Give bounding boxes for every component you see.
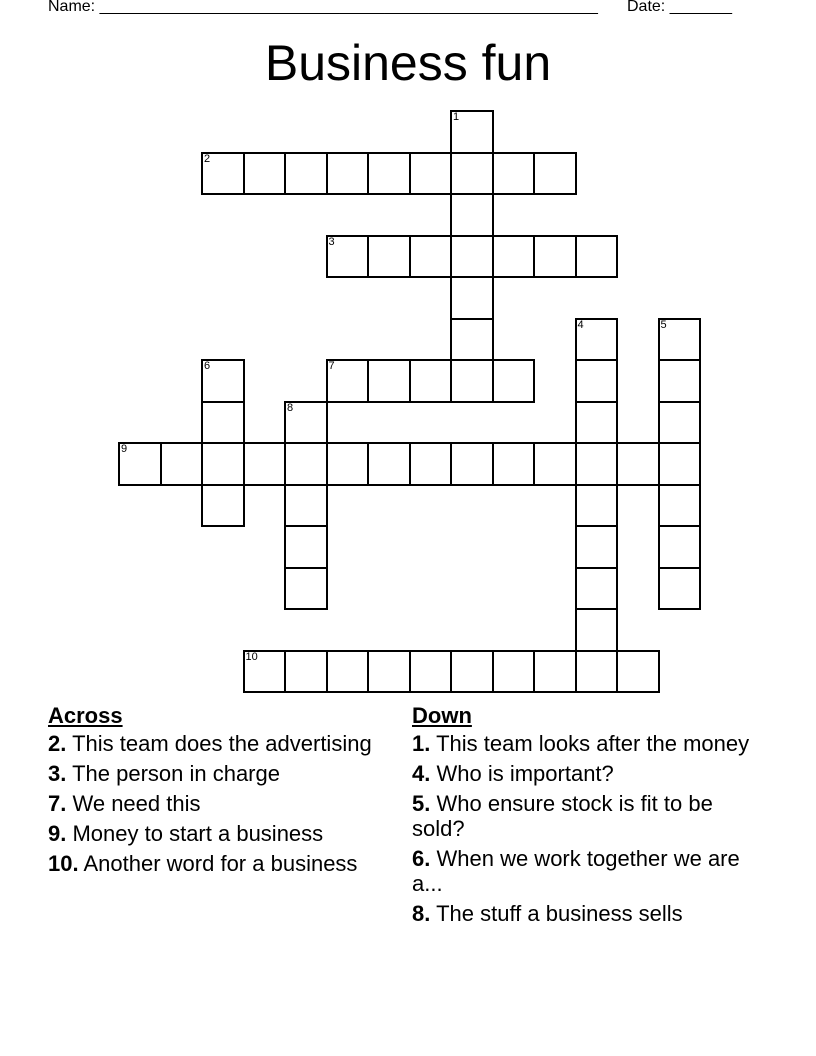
grid-cell[interactable] xyxy=(326,152,370,196)
cell-number: 1 xyxy=(453,111,460,123)
grid-cell[interactable] xyxy=(575,567,619,611)
clue-text: Another word for a business xyxy=(83,851,358,876)
grid-cell[interactable] xyxy=(367,442,411,486)
clue-number: 1. xyxy=(412,731,431,756)
clue-text: When we work together we are a... xyxy=(412,846,740,896)
cell-number: 8 xyxy=(287,401,294,414)
clue-text: Money to start a business xyxy=(72,821,324,846)
grid-cell[interactable] xyxy=(284,567,328,611)
grid-cell[interactable] xyxy=(367,650,411,694)
clue-across-10 xyxy=(48,851,383,876)
grid-cell[interactable] xyxy=(575,484,619,528)
across-clues xyxy=(48,703,383,881)
cell-number: 9 xyxy=(121,443,128,455)
grid-cell[interactable] xyxy=(201,401,245,445)
clue-number: 4. xyxy=(412,761,431,786)
grid-cell[interactable] xyxy=(575,401,619,445)
grid-cell[interactable] xyxy=(118,442,162,486)
across-heading: Across xyxy=(48,703,123,728)
clue-across-9 xyxy=(48,821,383,846)
grid-cell[interactable] xyxy=(533,152,577,196)
clue-number: 6. xyxy=(412,846,431,871)
grid-cell[interactable] xyxy=(243,650,287,694)
name-field-label: Name: ________________________________________________________ xyxy=(48,0,598,15)
grid-cell[interactable] xyxy=(326,359,370,403)
grid-cell[interactable] xyxy=(409,359,453,403)
grid-cell[interactable] xyxy=(533,442,577,486)
grid-cell[interactable] xyxy=(284,484,328,528)
clue-text: We need this xyxy=(72,791,201,816)
grid-cell[interactable] xyxy=(658,318,702,362)
grid-cell[interactable] xyxy=(658,484,702,528)
clue-number: 5. xyxy=(412,791,431,816)
clue-text: The stuff a business sells xyxy=(436,901,683,926)
clue-across-2 xyxy=(48,731,383,756)
grid-cell[interactable] xyxy=(201,359,245,403)
clue-number: 9. xyxy=(48,821,67,846)
clue-down-1 xyxy=(412,731,752,756)
cell-number: 3 xyxy=(328,235,335,248)
grid-cell[interactable] xyxy=(160,442,204,486)
clue-number: 3. xyxy=(48,761,67,786)
grid-cell[interactable] xyxy=(367,235,411,279)
grid-cell[interactable] xyxy=(658,442,702,486)
grid-cell[interactable] xyxy=(450,193,494,237)
grid-cell[interactable] xyxy=(409,152,453,196)
grid-cell[interactable] xyxy=(492,235,536,279)
grid-cell[interactable] xyxy=(575,235,619,279)
clue-text: Who ensure stock is fit to be sold? xyxy=(412,791,713,841)
grid-cell[interactable] xyxy=(450,442,494,486)
grid-cell[interactable] xyxy=(450,650,494,694)
grid-cell[interactable] xyxy=(284,525,328,569)
grid-cell[interactable] xyxy=(450,276,494,320)
cell-number: 10 xyxy=(245,650,258,663)
grid-cell[interactable] xyxy=(658,525,702,569)
grid-cell[interactable] xyxy=(575,608,619,652)
grid-cell[interactable] xyxy=(201,484,245,528)
grid-cell[interactable] xyxy=(533,235,577,279)
grid-cell[interactable] xyxy=(409,235,453,279)
grid-cell[interactable] xyxy=(284,442,328,486)
clue-number: 8. xyxy=(412,901,431,926)
grid-cell[interactable] xyxy=(658,567,702,611)
grid-cell[interactable] xyxy=(658,401,702,445)
grid-cell[interactable] xyxy=(492,152,536,196)
clue-down-5 xyxy=(412,791,752,841)
grid-cell[interactable] xyxy=(575,650,619,694)
grid-cell[interactable] xyxy=(575,359,619,403)
grid-cell[interactable] xyxy=(326,650,370,694)
grid-cell[interactable] xyxy=(450,318,494,362)
clue-number: 7. xyxy=(48,791,67,816)
grid-cell[interactable] xyxy=(450,359,494,403)
down-heading: Down xyxy=(412,703,472,728)
grid-cell[interactable] xyxy=(326,235,370,279)
grid-cell[interactable] xyxy=(243,152,287,196)
grid-cell[interactable] xyxy=(409,442,453,486)
cell-number: 4 xyxy=(577,318,584,331)
grid-cell[interactable] xyxy=(450,110,494,154)
grid-cell[interactable] xyxy=(367,152,411,196)
clue-text: Who is important? xyxy=(436,761,614,786)
grid-cell[interactable] xyxy=(243,442,287,486)
clue-across-3 xyxy=(48,761,383,786)
grid-cell[interactable] xyxy=(616,442,660,486)
clue-text: This team does the advertising xyxy=(72,731,372,756)
grid-cell[interactable] xyxy=(284,401,328,445)
grid-cell[interactable] xyxy=(284,650,328,694)
grid-cell[interactable] xyxy=(575,318,619,362)
grid-cell[interactable] xyxy=(492,359,536,403)
grid-cell[interactable] xyxy=(492,442,536,486)
clue-across-7 xyxy=(48,791,383,816)
clue-text: This team looks after the money xyxy=(436,731,750,756)
clue-number: 10. xyxy=(48,851,79,876)
cell-number: 2 xyxy=(204,152,211,165)
down-clues xyxy=(412,703,752,931)
date-field-label: Date: _______ xyxy=(627,0,732,15)
grid-cell[interactable] xyxy=(492,650,536,694)
clue-down-4 xyxy=(412,761,752,786)
grid-cell[interactable] xyxy=(533,650,577,694)
clue-number: 2. xyxy=(48,731,67,756)
clue-down-8 xyxy=(412,901,752,926)
grid-cell[interactable] xyxy=(409,650,453,694)
cell-number: 5 xyxy=(660,318,667,331)
grid-cell[interactable] xyxy=(616,650,660,694)
grid-cell[interactable] xyxy=(284,152,328,196)
cell-number: 6 xyxy=(204,360,211,372)
clue-text: The person in charge xyxy=(72,761,280,786)
cell-number: 7 xyxy=(328,360,335,372)
grid-cell[interactable] xyxy=(450,152,494,196)
grid-cell[interactable] xyxy=(575,442,619,486)
clue-down-6 xyxy=(412,846,752,896)
page-title: Business fun xyxy=(264,35,552,91)
grid-cell[interactable] xyxy=(658,359,702,403)
grid-cell[interactable] xyxy=(450,235,494,279)
grid-cell[interactable] xyxy=(201,442,245,486)
grid-cell[interactable] xyxy=(367,359,411,403)
grid-cell[interactable] xyxy=(326,442,370,486)
grid-cell[interactable] xyxy=(575,525,619,569)
grid-cell[interactable] xyxy=(201,152,245,196)
